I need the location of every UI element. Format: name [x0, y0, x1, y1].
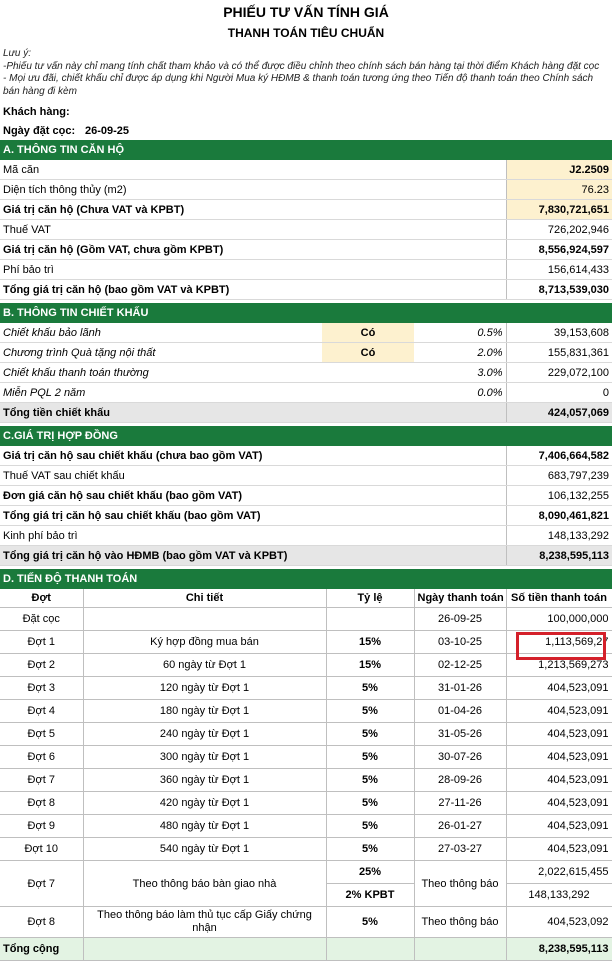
row-label: Giá trị căn hộ (Chưa VAT và KPBT) — [0, 200, 506, 220]
pay-date: 26-01-27 — [414, 815, 506, 838]
discount-pct: 2.0% — [414, 343, 506, 363]
note-line-1: -Phiếu tư vấn này chỉ mang tính chất tham khảo và có thể được điều chỉnh theo chính sách bán hàng tại thời điểm Khách hàng đặt cọc — [3, 60, 600, 72]
pay-amount: 404,523,092 — [506, 907, 612, 938]
pay-detail: 300 ngày từ Đợt 1 — [83, 746, 326, 769]
page-subtitle: THANH TOÁN TIÊU CHUẨN — [227, 26, 385, 40]
section-b-title: B. THÔNG TIN CHIẾT KHẤU — [0, 303, 612, 323]
pay-date: 27-11-26 — [414, 792, 506, 815]
pay-amount: 404,523,091 — [506, 815, 612, 838]
pay-amount: 100,000,000 — [506, 608, 612, 631]
pay-date: 03-10-25 — [414, 631, 506, 654]
pay-amount: 404,523,091 — [506, 723, 612, 746]
pay-detail: 480 ngày từ Đợt 1 — [83, 815, 326, 838]
pay-dot: Đợt 3 — [0, 677, 83, 700]
pay-amount: 404,523,091 — [506, 746, 612, 769]
deposit-date-row — [0, 122, 612, 140]
pay-detail: 60 ngày từ Đợt 1 — [83, 654, 326, 677]
discount-pct: 0.0% — [414, 383, 506, 403]
pay-date: 31-01-26 — [414, 677, 506, 700]
pay-pct: 5% — [326, 769, 414, 792]
contract-value: 7,406,664,582 — [506, 446, 612, 466]
pay-date: 28-09-26 — [414, 769, 506, 792]
discount-pct: 3.0% — [414, 363, 506, 383]
pay-detail: Ký hợp đồng mua bán — [83, 631, 326, 654]
section-a-table — [0, 140, 612, 300]
note-label: Lưu ý: — [3, 48, 32, 59]
discount-label: Chiết khấu thanh toán thường — [0, 363, 322, 383]
contract-total-value: 8,238,595,113 — [506, 546, 612, 566]
pay-date: 30-07-26 — [414, 746, 506, 769]
pay-amount: 1,213,569,273 — [506, 654, 612, 677]
pay-pct: 25% — [326, 861, 414, 884]
pay-date: Theo thông báo — [414, 907, 506, 938]
contract-value: 8,090,461,821 — [506, 506, 612, 526]
deposit-date-value: 26-09-25 — [85, 125, 130, 137]
contract-total-label: Tổng giá trị căn hộ vào HĐMB (bao gồm VAT và KPBT) — [0, 546, 506, 566]
pay-amount: 404,523,091 — [506, 838, 612, 861]
pay-amount: 1,113,569,27 — [506, 631, 612, 654]
pay-pct: 15% — [326, 631, 414, 654]
pay-detail: 360 ngày từ Đợt 1 — [83, 769, 326, 792]
pay-amount: 404,523,091 — [506, 769, 612, 792]
pay-date: 01-04-26 — [414, 700, 506, 723]
contract-value: 148,133,292 — [506, 526, 612, 546]
pay-date: 26-09-25 — [414, 608, 506, 631]
row-label: Thuế VAT — [0, 220, 506, 240]
discount-value: 39,153,608 — [506, 323, 612, 343]
contract-label: Đơn giá căn hộ sau chiết khấu (bao gồm VAT) — [0, 486, 506, 506]
section-c-table — [0, 426, 612, 566]
pay-dot: Đợt 4 — [0, 700, 83, 723]
row-label: Tổng giá trị căn hộ (bao gồm VAT và KPBT) — [0, 280, 506, 300]
row-value: 7,830,721,651 — [506, 200, 612, 220]
pay-total-spacer — [326, 938, 414, 961]
pay-pct — [326, 608, 414, 631]
discount-total-label: Tổng tiền chiết khấu — [0, 403, 506, 423]
section-a-title: A. THÔNG TIN CĂN HỘ — [0, 140, 612, 160]
pay-detail: 240 ngày từ Đợt 1 — [83, 723, 326, 746]
col-header-pct: Tỷ lệ — [326, 589, 414, 608]
pay-amount: 148,133,292 — [506, 884, 612, 907]
row-label: Giá trị căn hộ (Gồm VAT, chưa gồm KPBT) — [0, 240, 506, 260]
pay-pct: 15% — [326, 654, 414, 677]
discount-flag: Có — [322, 323, 414, 343]
row-value: 8,556,924,597 — [506, 240, 612, 260]
pay-detail: 180 ngày từ Đợt 1 — [83, 700, 326, 723]
pay-date: 31-05-26 — [414, 723, 506, 746]
pay-detail: 120 ngày từ Đợt 1 — [83, 677, 326, 700]
pay-amount: 404,523,091 — [506, 792, 612, 815]
pay-dot: Đợt 8 — [0, 792, 83, 815]
pay-date: Theo thông báo — [414, 861, 506, 907]
pay-pct: 5% — [326, 746, 414, 769]
deposit-date-label: Ngày đặt cọc: — [3, 125, 76, 137]
pay-total-spacer — [414, 938, 506, 961]
pay-detail: 420 ngày từ Đợt 1 — [83, 792, 326, 815]
pay-detail: Theo thông báo làm thủ tục cấp Giấy chứng nhận — [83, 907, 326, 938]
pay-dot: Đợt 2 — [0, 654, 83, 677]
discount-label: Miễn PQL 2 năm — [0, 383, 322, 403]
note-block — [0, 46, 612, 98]
col-header-dot: Đợt — [0, 589, 83, 608]
pay-pct: 5% — [326, 815, 414, 838]
row-label: Diện tích thông thủy (m2) — [0, 180, 506, 200]
pay-dot: Đợt 10 — [0, 838, 83, 861]
pay-pct: 5% — [326, 792, 414, 815]
pay-pct: 5% — [326, 700, 414, 723]
contract-label: Kinh phí bảo trì — [0, 526, 506, 546]
pay-dot: Đợt 7 — [0, 861, 83, 907]
col-header-date: Ngày thanh toán — [414, 589, 506, 608]
pay-dot: Đợt 8 — [0, 907, 83, 938]
discount-label: Chương trình Quà tặng nội thất — [0, 343, 322, 363]
contract-label: Thuế VAT sau chiết khấu — [0, 466, 506, 486]
row-value: 726,202,946 — [506, 220, 612, 240]
pay-dot: Đợt 9 — [0, 815, 83, 838]
section-d-table — [0, 569, 612, 961]
contract-value: 683,797,239 — [506, 466, 612, 486]
pay-dot: Đợt 1 — [0, 631, 83, 654]
discount-total-value: 424,057,069 — [506, 403, 612, 423]
pay-detail: Theo thông báo bàn giao nhà — [83, 861, 326, 907]
pay-total-spacer — [83, 938, 326, 961]
discount-value: 155,831,361 — [506, 343, 612, 363]
pay-amount: 404,523,091 — [506, 700, 612, 723]
contract-value: 106,132,255 — [506, 486, 612, 506]
col-header-amount: Số tiền thanh toán — [506, 589, 612, 608]
pay-pct: 5% — [326, 677, 414, 700]
row-label: Phí bảo trì — [0, 260, 506, 280]
section-c-title: C.GIÁ TRỊ HỢP ĐỒNG — [0, 426, 612, 446]
col-header-detail: Chi tiết — [83, 589, 326, 608]
highlight-box — [516, 632, 606, 660]
pay-pct: 5% — [326, 723, 414, 746]
pay-date: 27-03-27 — [414, 838, 506, 861]
pay-date: 02-12-25 — [414, 654, 506, 677]
pay-pct: 5% — [326, 838, 414, 861]
row-value: J2.2509 — [506, 160, 612, 180]
discount-pct: 0.5% — [414, 323, 506, 343]
pay-dot: Đặt cọc — [0, 608, 83, 631]
pay-pct: 5% — [326, 907, 414, 938]
discount-value: 229,072,100 — [506, 363, 612, 383]
pay-dot: Đợt 6 — [0, 746, 83, 769]
row-value: 76.23 — [506, 180, 612, 200]
discount-label: Chiết khấu bảo lãnh — [0, 323, 322, 343]
note-line-2: - Mọi ưu đãi, chiết khấu chỉ được áp dụng khi Người Mua ký HĐMB & thanh toán tương ứng theo Tiến độ thanh toán theo Chính sách bán hàng đi kèm — [3, 73, 594, 97]
section-b-table — [0, 303, 612, 423]
row-label: Mã căn — [0, 160, 506, 180]
discount-flag: Có — [322, 343, 414, 363]
row-value: 8,713,539,030 — [506, 280, 612, 300]
pay-dot: Đợt 5 — [0, 723, 83, 746]
pay-pct: 2% KPBT — [326, 884, 414, 907]
pay-total-value: 8,238,595,113 — [506, 938, 612, 961]
pay-detail: 540 ngày từ Đợt 1 — [83, 838, 326, 861]
pay-detail — [83, 608, 326, 631]
pay-amount: 404,523,091 — [506, 677, 612, 700]
customer-label: Khách hàng: — [3, 106, 70, 118]
pay-total-label: Tổng cộng — [0, 938, 83, 961]
discount-flag — [322, 363, 414, 383]
contract-label: Giá trị căn hộ sau chiết khấu (chưa bao gồm VAT) — [0, 446, 506, 466]
page-title: PHIẾU TƯ VẤN TÍNH GIÁ — [223, 4, 389, 20]
discount-flag — [322, 383, 414, 403]
contract-label: Tổng giá trị căn hộ sau chiết khấu (bao gồm VAT) — [0, 506, 506, 526]
section-d-title: D. TIẾN ĐỘ THANH TOÁN — [0, 569, 612, 589]
discount-value: 0 — [506, 383, 612, 403]
pay-dot: Đợt 7 — [0, 769, 83, 792]
pay-amount: 2,022,615,455 — [506, 861, 612, 884]
row-value: 156,614,433 — [506, 260, 612, 280]
